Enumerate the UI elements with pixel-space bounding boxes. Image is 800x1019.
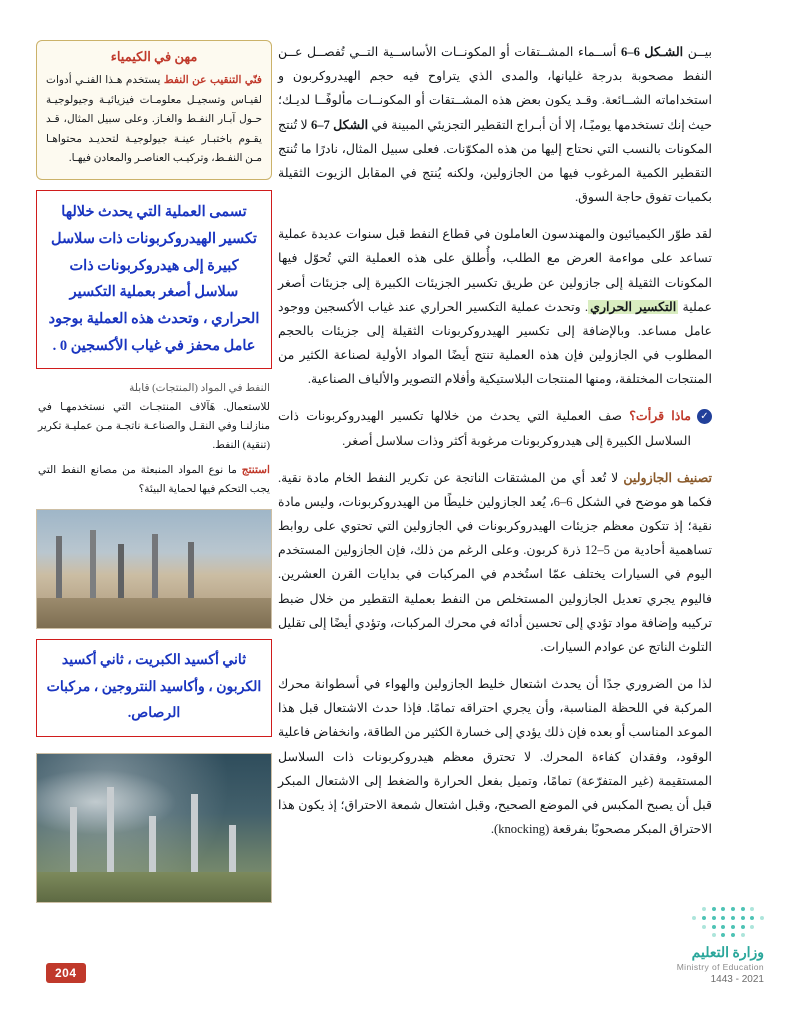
edition-year: 2021 - 1443 bbox=[710, 974, 764, 985]
sidebar-text-paragraph: للاستعمال. هَآلاف المنتجـات التي نستخدمهـا في منازلنـا وفي النقـل والصناعـة ناتجـة مـن عمليـة تكرير (تنقية) النفط. bbox=[38, 401, 270, 452]
figure-reference-7-6: الشكل 7–6 bbox=[310, 117, 369, 132]
ministry-brand bbox=[677, 907, 764, 985]
refinery-photo-bottom bbox=[36, 753, 272, 903]
tower-4 bbox=[191, 794, 198, 875]
decorative-dots-icon bbox=[678, 907, 764, 941]
tower-5 bbox=[229, 825, 236, 875]
check-understanding-block bbox=[278, 404, 712, 452]
main-text-column bbox=[272, 40, 772, 989]
annotation-answer-2: ثاني أكسيد الكبريت ، ثاني أكسيد الكربون ، وأكاسيد النتروجين ، مركبات الرصاص. bbox=[36, 639, 272, 737]
paragraph-5: لذا من الضروري جدًا أن يحدث اشتعال خليط الجازولين والهواء في أسطوانة محرك المركبة في اللحظة المناسبة، وأن يجري احتراقه تمامًا. فإذا حدث الاشتعال قبل هذا الموعد المناسب أو بعده فإن ذلك يؤدي إلى خسارة الكثير من الطاقة، وانخفاض فاعلية الوقود، وفقدان كفاءة المحرك. لا تحترق معظم هيدروكربونات ذات السلاسل المستقيمة (غير المتفرّعة) تمامًا، وتميل بفعل الحرارة والضغط إلى الاشتعال المبكر قبل أن يصبح المكبس في الموضع الصحيح، وقبل اشتعال شمعة الاحتراق؛ إذ يكون هذا الاحتراق المبكر مصحوبًا بفرقعة (knocking). bbox=[278, 677, 712, 837]
paragraph-1: بيــن الشـكل 6–6 أســماء المشــتقات أو المكونــات الأساســية التــي تُفصــل عــن النفط مصحوبة بدرجة غليانها، والمدى الذي يتراوح فيه حجم الهيدروكربون و استخداماته الشــائعة. وقـد يكون بعض هذه المشــتقات أو المكونــات مألوفًــا لديـك؛ حيث إنك تستخدمها يوميًـا، إلا أن أبـراج التقطير التجزيئي المبينة في الشكل 7–6 لا تُنتج المكونات بالنسب التي نحتاج إليها من هذه المكوّنات. فعلى سبيل المثال، نادرًا ما تُنتج التقطير الكمية المرغوب فيها من الجازولين، ولكنه يُنتج في المقابل الزيوت الثقيلة بكميات تفوق حاجة السوق. bbox=[278, 45, 713, 205]
careers-card-text: يستخدم هـذا الفنـي أدوات لقيـاس وتسجيـل معلومـات فيزيائيـة وجيولوجيـة حـول آبـار النفـط والغـاز. وعلى سبيل المثال، قـد يقـوم باختبـار عينـة جيولوجيـة لتحديـد محتواهـا مـن النفـط، وتركيـب العناصـر والمعادن فيهـا. bbox=[46, 75, 262, 165]
term-gasoline-classification: تصنيف الجازولين bbox=[623, 470, 713, 485]
ministry-name-ar: وزارة التعليم bbox=[691, 946, 764, 961]
conclude-question: ما نوع المواد المنبعثة من مصانع النفط التي يجب التحكم فيها لحماية البيئة؟ bbox=[38, 465, 270, 496]
careers-card-title: مهن في الكيمياء bbox=[110, 49, 198, 64]
refinery-photo-top bbox=[36, 509, 272, 629]
careers-card-heading: فنّي التنقيب عن النفط bbox=[163, 75, 263, 86]
checkmark-icon: ✓ bbox=[697, 409, 712, 424]
sidebar-running-text bbox=[36, 379, 272, 499]
ministry-name-en: Ministry of Education bbox=[676, 962, 764, 972]
paragraph-4-body: لا تُعد أي من المشتقات الناتجة عن تكرير النفط الخام مادة نقية. فكما هو موضح في الشكل 6–6، يُعد الجازولين خليطًا من الهيدروكربونات، وليس مادة نقية؛ إذ تتكون معظم جزيئات الهيدروكربونات في الجازولين التي تحتوي على روابط تساهمية أحادية من 5–12 ذرة كربون. وعلى الرغم من ذلك، فإن الجازولين المستخدم اليوم في السيارات يختلف عمّا استُخدم في المركبات في بدايات القرن العشرين. فاليوم يجري تعديل الجازولين المستخلص من النفط بعملية التقطير من خلال ضبط تركيبه وإضافة مواد تؤدي إلى تحسين أدائه في محرك المركبات، وتؤدي أيضًا إلى تقليل التلوث الناتج عن عوادم السيارات. bbox=[278, 470, 712, 654]
check-understanding-text bbox=[278, 404, 691, 452]
paragraph-4 bbox=[278, 466, 712, 659]
careers-in-chemistry-card bbox=[36, 40, 272, 180]
term-thermal-cracking: التكسير الحراري bbox=[590, 299, 677, 314]
sidebar-text-line-top: النفط في المواد (المنتجات) قابلة bbox=[129, 382, 270, 394]
tower-1 bbox=[70, 807, 77, 875]
conclude-label: استنتج bbox=[241, 465, 270, 477]
sidebar-column bbox=[36, 40, 272, 989]
tower-3 bbox=[149, 816, 156, 875]
ground-band bbox=[37, 872, 271, 902]
check-understanding-label: ماذا قرأت؟ bbox=[629, 409, 691, 424]
figure-reference-6-6: الشـكل 6–6 bbox=[620, 45, 684, 59]
page-number-badge: 204 bbox=[46, 963, 86, 983]
paragraph-2: لقد طوّر الكيميائيون والمهندسون العاملون في قطاع النفط قبل سنوات عديدة عملية تساعد على مواءمة العرض مع الطلب، وأُطلق على هذه العملية التي تُحوّل فيها المكونات الثقيلة إلى جازولين عن طريق تكسير الجزيئات الكبيرة إلى جزيئات أصغر عملية التكسير الحراري. وتحدث عملية التكسير الحراري عند غياب الأكسجين ووجود عامل مساعد. وبالإضافة إلى تكسير الهيدروكربونات الثقيلة إلى جزيئات بالحجم المطلوب في الجازولين فإن هذه العملية تنتج أيضًا المواد الأولية لصناعة الكثير من المنتجات المختلفة، ومنها المنتجات البلاستيكية وأفلام التصوير والألياف الصناعية. bbox=[278, 227, 712, 387]
tower-2 bbox=[107, 787, 114, 876]
annotation-answer-1: تسمى العملية التي يحدث خلالها تكسير الهيدروكربونات ذات سلاسل كبيرة إلى هيدروكربونات ذات سلاسل أصغر بعملية التكسير الحراري ، وتحدث هذه العملية بوجود عامل محفز في غياب الأكسجين 0 . bbox=[36, 190, 272, 369]
careers-card-body bbox=[46, 71, 262, 169]
check-understanding-question: صف العملية التي يحدث من خلالها تكسير الهيدروكربونات ذات السلاسل الكبيرة إلى هيدروكربونات مرغوبة أكثر وذات سلاسل أصغر. bbox=[278, 409, 691, 448]
